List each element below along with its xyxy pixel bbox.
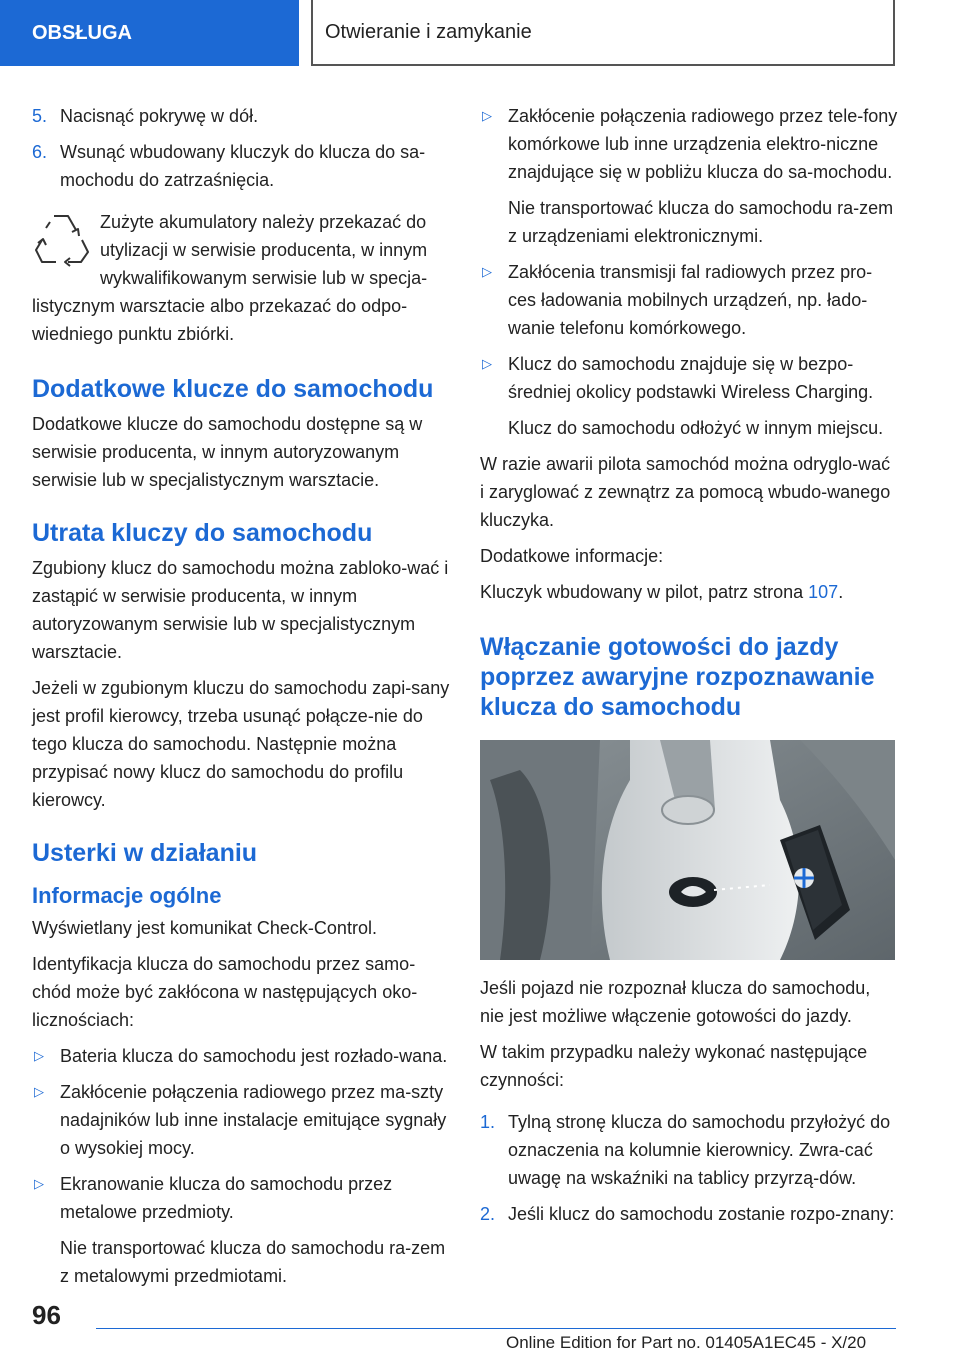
list-item — [480, 102, 898, 186]
paragraph: Identyfikacja klucza do samochodu przez samo-chód może być zakłócona w następujących oko-licznościach: — [32, 954, 418, 1030]
paragraph: Jeśli pojazd nie rozpoznał klucza do samochodu, nie jest możliwe włączenie gotowości do jazdy. — [480, 978, 871, 1026]
list-item — [480, 1108, 898, 1192]
paragraph: Dodatkowe informacje: — [480, 546, 664, 566]
triangle-right-outline-icon: ▷ — [482, 108, 492, 123]
list-item — [32, 1042, 450, 1070]
bullet-text: Bateria klucza do samochodu jest rozłado-wana. — [60, 1046, 448, 1066]
step-text: Tylną stronę klucza do samochodu przyłożyć do oznaczenia na kolumnie kierownicy. Zwra-cać uwagę na wskaźniki na tablicy przyrzą-dów. — [508, 1112, 891, 1188]
left-column — [32, 102, 450, 1298]
heading-emergency-detection: Włączanie gotowości do jazdy poprzez awaryjne rozpoznawanie klucza do samochodu — [480, 633, 875, 721]
heading-key-loss: Utrata kluczy do samochodu — [32, 519, 373, 547]
heading-general-info: Informacje ogólne — [32, 883, 222, 908]
paragraph: Wyświetlany jest komunikat Check-Control. — [32, 918, 377, 938]
bullet-text: Ekranowanie klucza do samochodu przez metalowe przedmioty. — [60, 1174, 393, 1222]
footer-divider — [96, 1328, 896, 1329]
page-number: 96 — [32, 1300, 61, 1330]
recycle-note-text: Zużyte akumulatory należy przekazać do utylizacji w serwisie producenta, w innym wykwalifikowanym serwisie lub w specja-listycznym warsztacie albo przekazać do odpo-wiedniego punktu zbiórki. — [32, 212, 428, 344]
recycle-note — [32, 208, 450, 348]
triangle-right-outline-icon: ▷ — [482, 264, 492, 279]
bullet-text: Klucz do samochodu znajduje się w bezpo-średniej okolicy podstawki Wireless Charging. — [508, 354, 874, 402]
step-text: Jeśli klucz do samochodu zostanie rozpo-znany: — [508, 1204, 895, 1224]
list-item — [480, 258, 898, 342]
triangle-right-outline-icon: ▷ — [34, 1176, 44, 1191]
page-header — [0, 0, 960, 66]
footer-edition: Online Edition for Part no. 01405A1EC45 - X/20 — [506, 1333, 867, 1352]
right-column — [480, 102, 898, 1236]
paragraph: W takim przypadku należy wykonać następujące czynności: — [480, 1042, 868, 1090]
recycle-icon — [32, 210, 90, 270]
paragraph: Zgubiony klucz do samochodu można zabloko-wać i zastąpić w serwisie producenta, w innym autoryzowanym serwisie lub w specjalistycznym warsztacie. — [32, 558, 449, 662]
triangle-right-outline-icon: ▷ — [34, 1048, 44, 1063]
bullet-subtext: Klucz do samochodu odłożyć w innym miejscu. — [508, 418, 884, 438]
paragraph — [480, 578, 898, 606]
list-item — [32, 138, 450, 194]
step-number: 2. — [480, 1204, 496, 1224]
heading-additional-keys: Dodatkowe klucze do samochodu — [32, 375, 434, 403]
steering-column-photo — [480, 740, 895, 960]
bullet-text: Zakłócenie połączenia radiowego przez ma-szty nadajników lub inne instalacje emitujące sygnały o wysokiej mocy. — [60, 1082, 447, 1158]
list-item — [32, 102, 450, 130]
bullet-subtext: Nie transportować klucza do samochodu ra-zem z metalowymi przedmiotami. — [60, 1238, 446, 1286]
page-link[interactable]: 107 — [808, 582, 839, 602]
triangle-right-outline-icon: ▷ — [482, 356, 492, 371]
list-item — [480, 1200, 898, 1228]
bullet-subtext: Nie transportować klucza do samochodu ra-zem z urządzeniami elektronicznymi. — [508, 198, 894, 246]
chapter-title: Otwieranie i zamykanie — [311, 0, 895, 66]
triangle-right-outline-icon: ▷ — [34, 1084, 44, 1099]
step-text: Wsunąć wbudowany kluczyk do klucza do sa-mochodu do zatrzaśnięcia. — [60, 142, 426, 190]
bullet-text: Zakłócenie połączenia radiowego przez tele-fony komórkowe lub inne urządzenia elektro-niczne znajdujące się w pobliżu klucza do sa-mochodu. — [508, 106, 898, 182]
paragraph: Jeżeli w zgubionym kluczu do samochodu zapi-sany jest profil kierowcy, trzeba usunąć połącze-nie do tego klucza do samochodu. Następnie można przypisać nowy klucz do samochodu do profilu kierowcy. — [32, 678, 450, 810]
section-tab: OBSŁUGA — [0, 0, 299, 66]
list-item — [32, 1170, 450, 1226]
heading-faults: Usterki w działaniu — [32, 839, 258, 867]
step-number: 5. — [32, 106, 48, 126]
link-suffix: . — [838, 582, 844, 602]
link-prefix: Kluczyk wbudowany w pilot, patrz strona — [480, 582, 809, 602]
paragraph: Dodatkowe klucze do samochodu dostępne są w serwisie producenta, w innym autoryzowanym serwisie lub w specjalistycznym warsztacie. — [32, 414, 423, 490]
step-text: Nacisnąć pokrywę w dół. — [60, 106, 259, 126]
list-item — [32, 1078, 450, 1162]
step-number: 6. — [32, 142, 48, 162]
bullet-text: Zakłócenia transmisji fal radiowych przez pro-ces ładowania mobilnych urządzeń, np. łado-wanie telefonu komórkowego. — [508, 262, 873, 338]
list-item — [480, 350, 898, 406]
step-number: 1. — [480, 1112, 496, 1132]
paragraph: W razie awarii pilota samochód można odryglo-wać i zaryglować z zewnątrz za pomocą wbudo-wanego kluczyka. — [480, 454, 891, 530]
